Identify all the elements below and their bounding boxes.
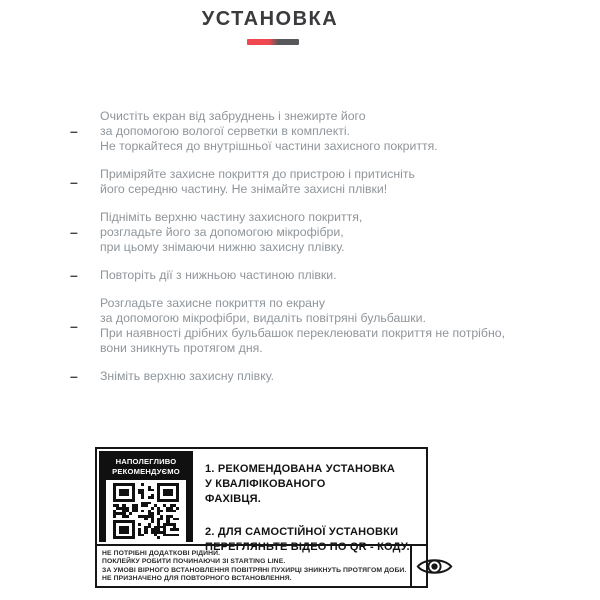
list-item xyxy=(70,167,580,197)
step-text: Розгладьте захисне покриття по екрану за допомогою мікрофібри, видаліть повітряні бульбашки. При наявності дрібних бульбашок переклеювати покриття не потрібно, вони зникнуть протягом дня. xyxy=(100,296,505,355)
list-item xyxy=(70,296,580,356)
header xyxy=(0,8,540,31)
eye-cell xyxy=(410,546,457,586)
panel-title: НАПОЛЕГЛИВО РЕКОМЕНДУЄМО xyxy=(112,457,180,476)
qr-module xyxy=(176,536,179,539)
step-text: Приміряйте захисне покриття до пристрою і притисніть його середню частину. Не знімайте захисні плівки! xyxy=(100,167,415,196)
title-accent-bar xyxy=(247,39,299,45)
bullet-dash-icon: – xyxy=(70,368,78,384)
list-item xyxy=(70,369,580,384)
step-text: Повторіть дії з нижньою частиною плівки. xyxy=(100,268,337,282)
bullet-dash-icon: – xyxy=(70,267,78,283)
step-text: Зніміть верхню захисну плівку. xyxy=(100,369,275,383)
qr-code xyxy=(113,483,179,539)
recommend-item: 1. РЕКОМЕНДОВАНА УСТАНОВКА У КВАЛІФІКОВАНОГО ФАХІВЦЯ. xyxy=(205,463,396,505)
step-text: Очистіть екран від забруднень і знежирте його за допомогою вологої серветки в комплекті. Не торкайтеся до внутрішньої частини захисного покриття. xyxy=(100,109,438,153)
fine-print: НЕ ПОТРІБНІ ДОДАТКОВІ РІДИНИ. ПОКЛЕЙКУ РОБИТИ ПОЧИНАЮЧИ ЗІ STARTING LINE. ЗА УМОВІ ВІРНОГО ВСТАНОВЛЕННЯ ПОВІТРЯНІ ПУХИРЦІ ЗНИКНУТЬ ПРОТЯГОМ ДОБИ. НЕ ПРИЗНАЧЕНО ДЛЯ ПОВТОРНОГО ВСТАНОВЛЕННЯ. xyxy=(102,550,407,582)
list-item xyxy=(70,109,580,154)
recommend-left-panel xyxy=(99,451,193,542)
recommendation-box xyxy=(95,447,428,588)
page-title: УСТАНОВКА xyxy=(201,8,339,30)
qr-code-icon xyxy=(106,480,186,542)
list-item xyxy=(70,210,580,255)
recommend-items xyxy=(193,449,426,553)
recommend-item: 2. ДЛЯ САМОСТІЙНОЇ УСТАНОВКИ ПЕРЕГЛЯНЬТЕ ВІДЕО ПО QR - КОДУ. xyxy=(205,526,410,553)
recommendation-box-main xyxy=(97,449,426,553)
eye-icon xyxy=(416,555,453,578)
bullet-dash-icon: – xyxy=(70,173,78,190)
steps-list xyxy=(70,109,580,384)
list-item xyxy=(70,268,580,283)
bullet-dash-icon: – xyxy=(70,123,78,139)
recommendation-box-footer xyxy=(97,544,426,586)
step-text: Підніміть верхню частину захисного покриття, розгладьте його за допомогою мікрофібри, при цьому знімаючи нижню захисну плівку. xyxy=(100,210,363,254)
bullet-dash-icon: – xyxy=(70,317,78,334)
bullet-dash-icon: – xyxy=(70,224,78,240)
